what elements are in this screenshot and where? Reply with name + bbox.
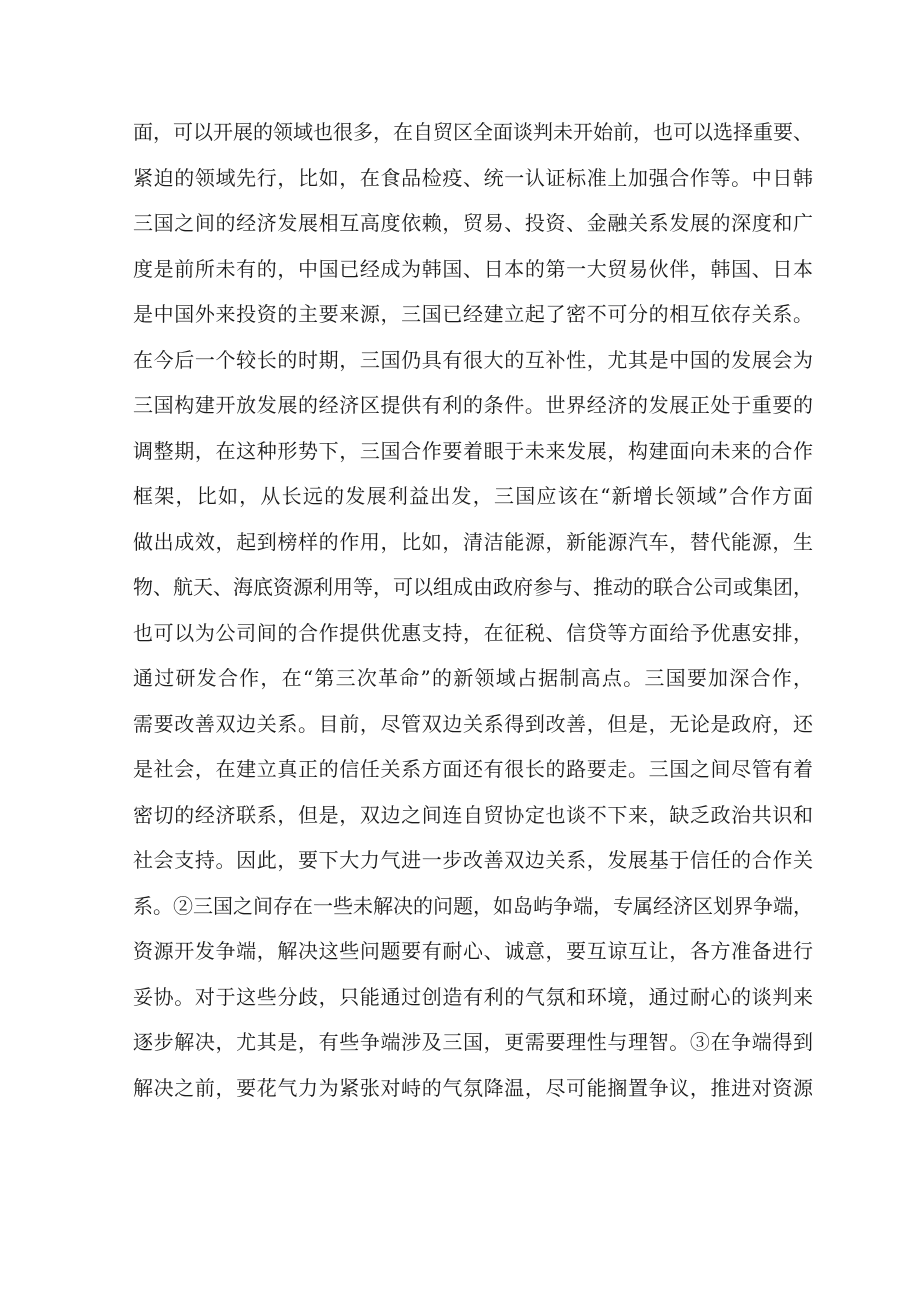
text-line: 做出成效，起到榜样的作用，比如，清洁能源，新能源汽车，替代能源，生 <box>133 529 813 554</box>
text-line: 调整期，在这种形势下，三国合作要着眼于未来发展，构建面向未来的合作 <box>133 438 813 463</box>
text-line: 解决之前，要花气力为紧张对峙的气氛降温，尽可能搁置争议，推进对资源 <box>133 1075 813 1100</box>
text-line: 是中国外来投资的主要来源，三国已经建立起了密不可分的相互依存关系。 <box>133 302 813 326</box>
text-line: 也可以为公司间的合作提供优惠支持，在征税、信贷等方面给予优惠安排， <box>133 620 813 645</box>
text-line: 密切的经济联系，但是，双边之间连自贸协定也谈不下来，缺乏政治共识和 <box>133 802 813 827</box>
text-line: 面，可以开展的领域也很多，在自贸区全面谈判未开始前，也可以选择重要、 <box>133 120 813 144</box>
text-line: 是社会，在建立真正的信任关系方面还有很长的路要走。三国之间尽管有着 <box>133 757 813 781</box>
body-paragraph <box>133 110 813 1111</box>
text-line: 资源开发争端，解决这些问题要有耐心、诚意，要互谅互让，各方准备进行 <box>133 939 813 963</box>
text-line: 在今后一个较长的时期，三国仍具有很大的互补性，尤其是中国的发展会为 <box>133 347 813 372</box>
text-line: 三国之间的经济发展相互高度依赖，贸易、投资、金融关系发展的深度和广 <box>133 211 813 235</box>
text-line: 通过研发合作，在“第三次革命”的新领域占据制高点。三国要加深合作， <box>133 666 813 690</box>
text-line: 框架，比如，从长远的发展利益出发，三国应该在“新增长领域”合作方面 <box>133 484 813 508</box>
text-line: 社会支持。因此，要下大力气进一步改善双边关系，发展基于信任的合作关 <box>133 848 813 872</box>
text-line: 妥协。对于这些分歧，只能通过创造有利的气氛和环境，通过耐心的谈判来 <box>133 984 813 1009</box>
text-line: 系。②三国之间存在一些未解决的问题，如岛屿争端，专属经济区划界争端， <box>133 893 813 918</box>
text-line: 三国构建开放发展的经济区提供有利的条件。世界经济的发展正处于重要的 <box>133 393 813 417</box>
text-line: 度是前所未有的，中国已经成为韩国、日本的第一大贸易伙伴，韩国、日本 <box>133 256 813 281</box>
text-line: 逐步解决，尤其是，有些争端涉及三国，更需要理性与理智。③在争端得到 <box>133 1030 813 1054</box>
text-line: 紧迫的领域先行，比如，在食品检疫、统一认证标准上加强合作等。中日韩 <box>133 165 813 190</box>
text-line: 物、航天、海底资源利用等，可以组成由政府参与、推动的联合公司或集团， <box>133 575 813 599</box>
text-line: 需要改善双边关系。目前，尽管双边关系得到改善，但是，无论是政府，还 <box>133 711 813 736</box>
